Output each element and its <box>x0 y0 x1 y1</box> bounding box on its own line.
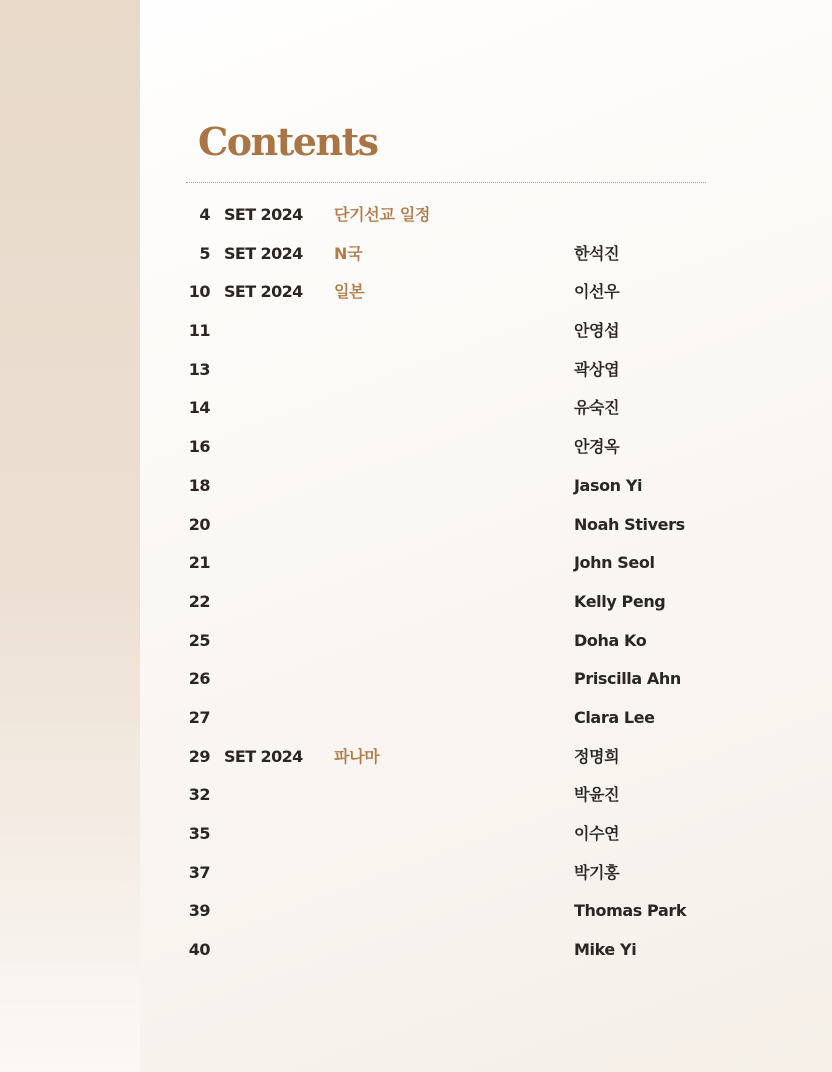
page-number: 39 <box>188 901 210 921</box>
page-number: 16 <box>188 437 210 457</box>
page-number: 10 <box>188 282 210 302</box>
entry-author: Kelly Peng <box>574 591 666 611</box>
toc-entry[interactable] <box>0 660 832 699</box>
toc-entry[interactable] <box>0 389 832 428</box>
toc-entry[interactable] <box>0 467 832 506</box>
toc-entry[interactable] <box>0 196 832 235</box>
page-number: 4 <box>199 205 210 224</box>
page-number: 22 <box>188 591 210 611</box>
entry-author: 이선우 <box>574 282 620 302</box>
toc-entry[interactable] <box>0 506 832 545</box>
page-number: 25 <box>188 630 210 650</box>
entry-author: 안영섭 <box>574 321 620 341</box>
toc-entry[interactable] <box>0 815 832 854</box>
page-number: 14 <box>188 398 210 418</box>
entry-author: John Seol <box>574 553 655 573</box>
entry-author: 곽상엽 <box>574 359 620 379</box>
page-number: 21 <box>188 553 210 573</box>
page-number: 35 <box>188 824 210 843</box>
page-number: 5 <box>199 243 210 263</box>
entry-date: SET 2024 <box>224 746 303 766</box>
toc-entry[interactable] <box>0 776 832 815</box>
entry-date: SET 2024 <box>224 243 303 263</box>
toc-entry[interactable] <box>0 931 832 970</box>
page-title: Contents <box>198 119 378 164</box>
toc-entry[interactable] <box>0 583 832 622</box>
entry-author: Doha Ko <box>574 630 647 650</box>
page-number: 13 <box>188 359 210 379</box>
page-number: 32 <box>188 785 210 805</box>
toc-entry[interactable] <box>0 892 832 931</box>
entry-date: SET 2024 <box>224 282 303 302</box>
toc-entry[interactable] <box>0 622 832 661</box>
entry-author: 한석진 <box>574 243 620 263</box>
page-number: 27 <box>188 707 210 727</box>
page-number: 18 <box>188 475 210 495</box>
title-divider <box>186 182 706 183</box>
entry-author: Jason Yi <box>574 475 643 495</box>
entry-topic: 단기선교 일정 <box>334 205 431 224</box>
toc-entry[interactable] <box>0 428 832 467</box>
page-number: 29 <box>188 746 210 766</box>
entry-author: 박기홍 <box>574 862 620 882</box>
entry-author: Thomas Park <box>574 901 687 921</box>
entry-author: Clara Lee <box>574 707 655 727</box>
page-number: 37 <box>188 862 210 882</box>
toc-entry[interactable] <box>0 273 832 312</box>
page-number: 40 <box>188 940 210 960</box>
entry-author: 이수연 <box>574 824 620 843</box>
contents-list <box>0 196 832 970</box>
entry-author: Noah Stivers <box>574 514 685 534</box>
toc-entry[interactable] <box>0 699 832 738</box>
entry-author: 박윤진 <box>574 785 620 805</box>
toc-entry[interactable] <box>0 351 832 390</box>
toc-entry[interactable] <box>0 738 832 777</box>
entry-topic: 일본 <box>334 282 365 302</box>
toc-entry[interactable] <box>0 312 832 351</box>
entry-author: 유숙진 <box>574 398 620 418</box>
toc-entry[interactable] <box>0 544 832 583</box>
toc-entry[interactable] <box>0 854 832 893</box>
entry-author: Priscilla Ahn <box>574 669 681 689</box>
entry-author: 안경옥 <box>574 437 620 457</box>
entry-date: SET 2024 <box>224 205 303 224</box>
page-number: 11 <box>188 321 210 341</box>
toc-entry[interactable] <box>0 235 832 274</box>
entry-topic: N국 <box>334 243 363 263</box>
entry-author: Mike Yi <box>574 940 637 960</box>
page-number: 20 <box>188 514 210 534</box>
entry-topic: 파나마 <box>334 746 380 766</box>
entry-author: 정명희 <box>574 746 620 766</box>
page-number: 26 <box>188 669 210 689</box>
